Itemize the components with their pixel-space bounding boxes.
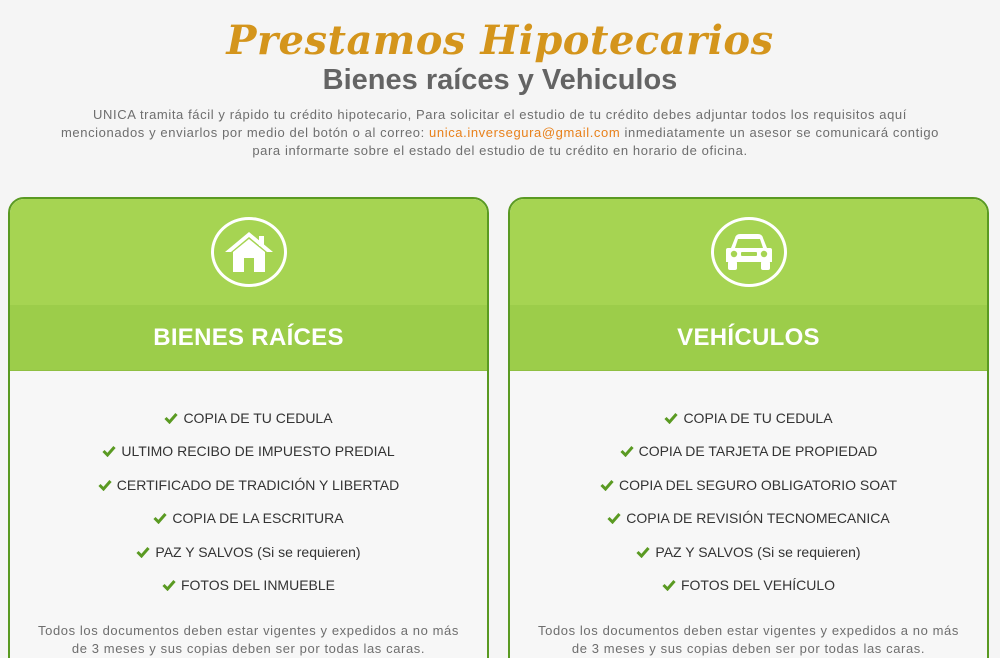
requirements-cards [0, 197, 1000, 658]
intro-text-start: UNICA tramita fácil y rápido tu crédito hipotecario, Para solicitar el estudio de tu crédito debes adjuntar todos los requisitos aquí mencionados y enviarlos por medio del botón o al correo: [60, 107, 907, 140]
list-item-label: ULTIMO RECIBO DE IMPUESTO PREDIAL [121, 443, 395, 460]
requirements-list [10, 401, 487, 602]
check-icon [162, 579, 176, 591]
check-icon [136, 546, 150, 558]
card-icon-area [10, 199, 487, 305]
card-note: Todos los documentos deben estar vigentes y expedidos a no más de 3 meses y sus copias deben ser por todas las caras. [538, 623, 959, 656]
list-item [10, 468, 487, 502]
list-item [510, 401, 987, 435]
car-icon [711, 217, 787, 287]
check-icon [102, 445, 116, 457]
check-icon [664, 412, 678, 424]
check-icon [636, 546, 650, 558]
card-title: BIENES RAÍCES [10, 305, 487, 371]
list-item [510, 502, 987, 536]
list-item-label: COPIA DE REVISIÓN TECNOMECANICA [626, 510, 890, 527]
email-link[interactable]: unica.inversegura@gmail.com [429, 125, 621, 140]
intro-text [50, 106, 950, 160]
page-title: Prestamos Hipotecarios [226, 17, 774, 64]
list-item [510, 569, 987, 603]
card-title: VEHÍCULOS [510, 305, 987, 371]
list-item-label: COPIA DEL SEGURO OBLIGATORIO SOAT [619, 476, 897, 493]
card-bienes-raices [8, 197, 489, 658]
list-item [510, 468, 987, 502]
list-item [10, 502, 487, 536]
card-icon-area [510, 199, 987, 305]
list-item [510, 435, 987, 469]
list-item [10, 401, 487, 435]
list-item-label: FOTOS DEL VEHÍCULO [680, 577, 836, 594]
list-item-label: PAZ Y SALVOS (Si se requieren) [655, 543, 861, 560]
list-item [510, 535, 987, 569]
requirements-list [510, 401, 987, 602]
check-icon [153, 512, 167, 524]
check-icon [600, 479, 614, 491]
list-item-label: COPIA DE TARJETA DE PROPIEDAD [638, 443, 878, 460]
list-item-label: COPIA DE LA ESCRITURA [172, 510, 344, 527]
check-icon [662, 579, 676, 591]
card-note: Todos los documentos deben estar vigentes y expedidos a no más de 3 meses y sus copias deben ser por todas las caras. [38, 623, 459, 656]
list-item [10, 569, 487, 603]
list-item-label: FOTOS DEL INMUEBLE [180, 577, 336, 594]
page-header [0, 0, 1000, 160]
card-vehiculos [508, 197, 989, 658]
intro-text-end: inmediatamente un asesor se comunicará contigo para informarte sobre el estado del estudio de tu crédito en horario de oficina. [252, 125, 939, 158]
list-item-label: CERTIFICADO DE TRADICIÓN Y LIBERTAD [116, 476, 400, 493]
check-icon [164, 412, 178, 424]
house-icon [211, 217, 287, 287]
list-item [10, 435, 487, 469]
check-icon [607, 512, 621, 524]
page-subtitle: Bienes raíces y Vehiculos [322, 64, 678, 96]
list-item [10, 535, 487, 569]
list-item-label: COPIA DE TU CEDULA [183, 409, 333, 426]
check-icon [620, 445, 634, 457]
list-item-label: COPIA DE TU CEDULA [683, 409, 833, 426]
list-item-label: PAZ Y SALVOS (Si se requieren) [155, 543, 361, 560]
check-icon [98, 479, 112, 491]
